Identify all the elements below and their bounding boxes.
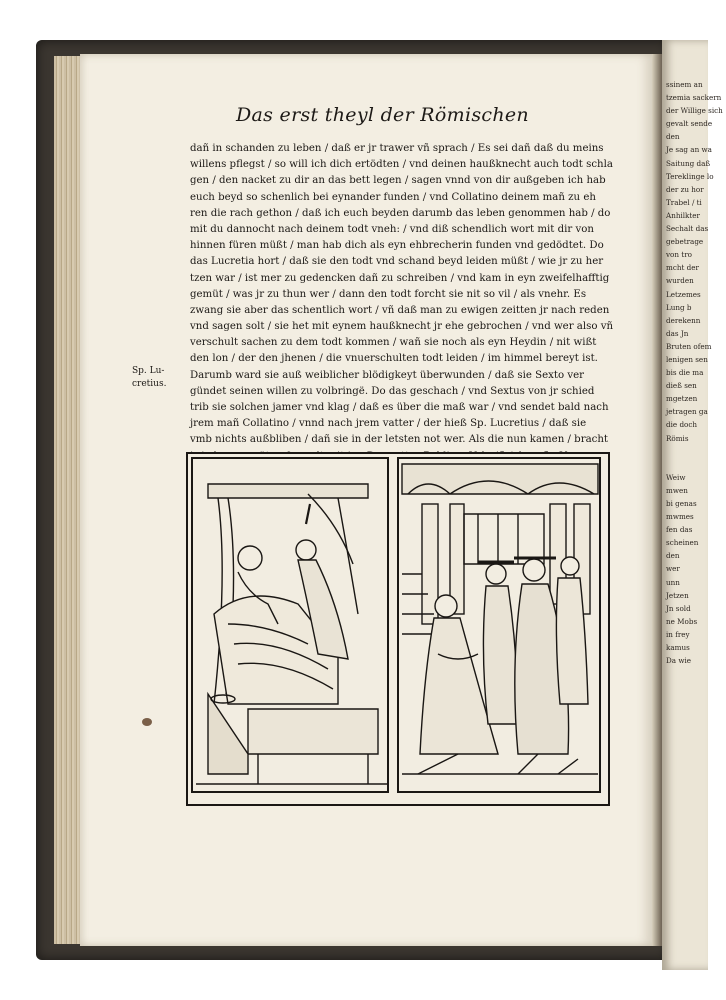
right-page-line: mwen [666, 485, 688, 495]
right-page-line: mgetzen [666, 394, 698, 404]
right-page-line: Römis [666, 433, 689, 443]
text-line: den lon / der den jhenen / die vnuerschulten todt leiden / im himmel bereyt ist. [190, 353, 598, 365]
right-page-line: bis die ma [666, 368, 704, 378]
text-line: verschult sachen zu dem todt kommen / wañ sie noch als eyn Heydin / nit wißt [190, 337, 597, 349]
right-page-line: in frey [666, 629, 690, 639]
right-page-line: der Willige sich [666, 106, 723, 116]
right-page-line: jetragen ga [666, 407, 708, 417]
right-page-line: Saitung daß [666, 158, 711, 168]
right-page-text [666, 78, 726, 667]
right-page-line [666, 458, 726, 471]
right-page-line: scheinen [666, 538, 699, 548]
right-page-line: Letzemes [666, 289, 701, 299]
right-page-line: Jn sold [666, 603, 691, 613]
text-line: zwang sie aber das schentlich wort / vñ daß man zu ewigen zeitten jr nach reden [190, 304, 610, 316]
right-page-line: Lung b [666, 302, 692, 312]
text-line: mit du dannocht nach deinem todt vneh: / vnd diß schendlich wort mit dir von [190, 223, 594, 235]
woodcut-drawing [188, 454, 604, 800]
text-line: ren die rach gethon / daß ich euch beyden darumb das leben genommen hab / do [190, 207, 611, 219]
right-page-line: unn [666, 577, 680, 587]
woodcut-illustration [186, 452, 610, 806]
right-page-line: Tereklinge lo [666, 171, 714, 181]
margin-note [132, 365, 166, 391]
text-line: gen / den nacket zu dir an das bett legen / sagen vnnd von dir außgeben ich hab [190, 175, 606, 187]
text-line: gündet seinen willen zu volbringë. Do das geschach / vnd Sextus von jr schied [190, 385, 595, 397]
right-page-line: Da wie [666, 656, 692, 666]
right-page-line: die doch [666, 420, 698, 430]
right-page-line: ne Mobs [666, 616, 698, 626]
text-line: dañ in schanden zu leben / daß er jr trawer vñ sprach / Es sei dañ daß du meins [190, 143, 604, 154]
right-page-line: mcht der [666, 263, 699, 273]
text-line: vmb nichts außbliben / dañ sie in der letsten not wer. Als die nun kamen / bracht [190, 434, 608, 446]
text-line: das Lucretia hort / daß sie den todt vnd schand beyd leiden müßt / wie jr zu her [190, 256, 604, 268]
right-page-line: gevalt sende [666, 119, 713, 129]
text-line: jrem mañ Collatino / vnnd nach jrem vatter / der hieß Sp. Lucretius / daß sie [190, 418, 587, 430]
right-page-line: Jetzen [666, 590, 689, 600]
ink-stain [142, 718, 152, 726]
right-page-line: wurden [666, 276, 694, 286]
margin-note-line: Sp. Lu- [132, 366, 165, 376]
text-line: hinnen füren müßt / man hab dich als eyn ehbrecherin funden vnd gedödtet. Do [190, 240, 604, 252]
right-page-line: wer [666, 564, 680, 574]
right-page-line: derekenn [666, 315, 701, 325]
right-page [662, 40, 723, 970]
right-page-line: Anhilkter [666, 210, 700, 220]
right-page-line: Bruten ofem [666, 341, 712, 351]
margin-note-line: cretius. [132, 379, 167, 389]
right-page-line [666, 445, 726, 458]
text-line: Darumb ward sie auß weiblicher blödigkeyt überwunden / daß sie Sexto ver [190, 369, 585, 381]
right-page-line: den [666, 132, 680, 142]
text-line: willens pflegst / so will ich dich ertödten / vnd deinen haußknecht auch todt schla [190, 159, 613, 171]
text-line: trib sie solchen jamer vnd klag / daß es über die maß war / vnd sendet bald nach [190, 402, 609, 413]
running-head: Das erst theyl der Römischen [236, 104, 529, 126]
text-line: euch beyd so schenlich bei eynander funden / vnd Collatino deinem mañ zu eh [190, 191, 596, 203]
right-page-line: gebetrage [666, 237, 704, 247]
text-line: vnd sagen solt / sie het mit eynem haußknecht jr ehe gebrochen / vnd wer also vñ [190, 321, 614, 333]
text-line: gemüt / was jr zu thun wer / dann den todt forcht sie nit so vil / als vnehr. Es [190, 288, 587, 300]
right-page-line: den [666, 551, 680, 561]
right-page-line: von tro [666, 250, 692, 260]
right-page-line: das Jn [666, 328, 689, 338]
right-page-line: Weiw [666, 472, 686, 482]
right-page-line: ssinem an [666, 80, 703, 89]
right-page-line: dieß sen [666, 381, 697, 391]
right-page-line: fen das [666, 525, 693, 535]
right-page-line: kamus [666, 643, 690, 653]
right-page-line: Je sag an wa [666, 145, 712, 155]
right-page-line: lenigen sen [666, 354, 708, 364]
right-page-line: bi genas [666, 499, 697, 508]
body-text [190, 141, 614, 497]
right-page-line: mwmes [666, 512, 694, 522]
right-page-line: Sechalt das [666, 224, 709, 234]
text-line: tzen war / ist mer zu gedencken dañ zu schreiben / vnd kam in eyn zweifelhafftig [190, 272, 610, 284]
right-page-line: der zu hor [666, 184, 704, 194]
right-page-line: Trabel / ti [666, 197, 702, 207]
right-page-line: tzemia sackern [666, 93, 722, 103]
